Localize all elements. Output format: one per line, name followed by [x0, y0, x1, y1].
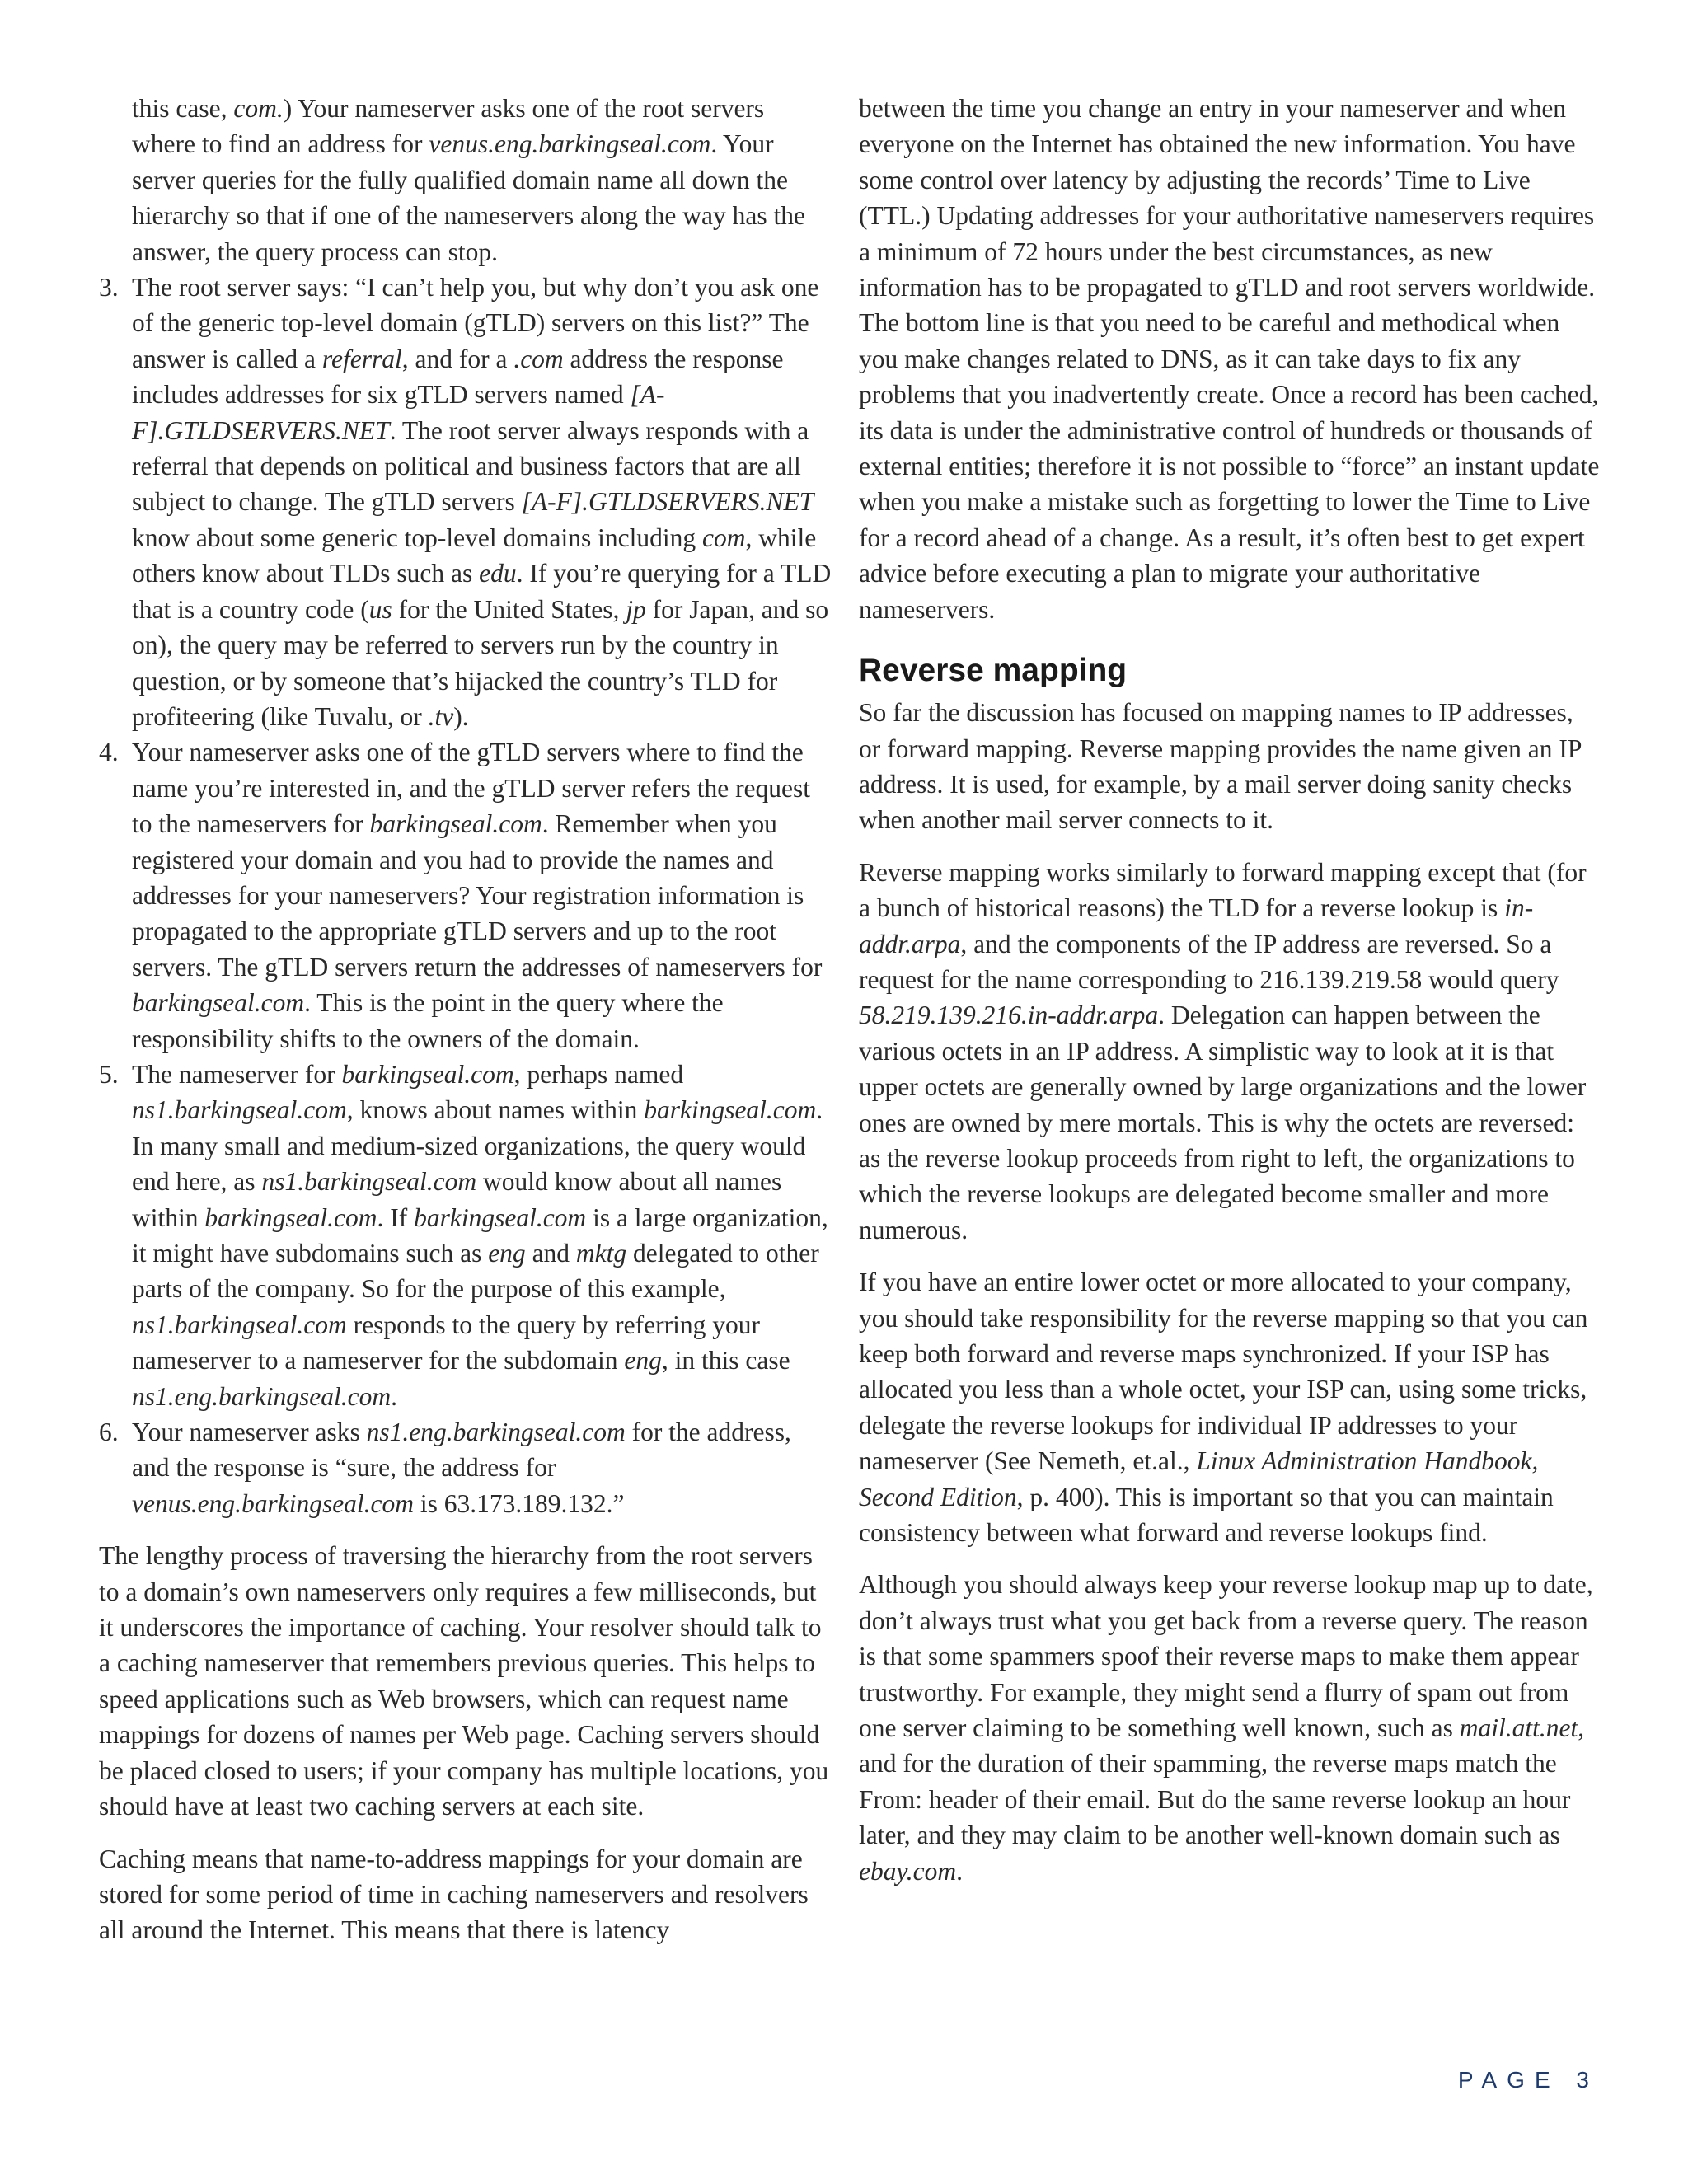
- numbered-list: [99, 269, 832, 1521]
- italic-run: .com: [513, 344, 564, 373]
- text-run: would know about all names within: [132, 1167, 782, 1232]
- text-run: , and for the duration of their spamming, the reverse maps match the From: header of their email. But do the same reverse lookup an hour later, and they may claim to be another well-known domain such as: [859, 1713, 1585, 1850]
- italic-run: ns1.barkingseal.com: [261, 1167, 477, 1197]
- text-run: ).: [453, 701, 469, 731]
- paragraph-latency: between the time you change an entry in your nameserver and when everyone on the Internet has obtained the new information. You have some control over latency by adjusting the records’ Time to Live (TTL.) Updating addresses for your authoritative nameservers requires a minimum of 72 hours under the best circumstances, as new information has to be propagated to gTLD and root servers worldwide. The bottom line is that you need to be careful and methodical when you make changes related to DNS, as it can take days to fix any problems that you inadvertently create. Once a record has been cached, its data is under the administrative control of hundreds or thousands of external entities; therefore it is not possible to “force” an instant update when you make a mistake such as forgetting to lower the Time to Live for a record ahead of a change. As a result, it’s often best to get expert advice before executing a plan to migrate your authoritative nameservers.: [859, 94, 1600, 624]
- text-run: . This is the point in the query where the responsibility shifts to the owners of the domain.: [132, 988, 724, 1053]
- italic-run: in-addr.arpa: [859, 893, 1534, 958]
- text-run: .: [956, 1856, 963, 1886]
- italic-run: barkingseal.com: [369, 809, 542, 839]
- text-run: . In many small and medium-sized organizations, the query would end here, as: [132, 1095, 823, 1197]
- italic-run: 58.219.139.216.in-addr.arpa: [859, 1001, 1159, 1030]
- text-run: delegated to other parts of the company. So for the purpose of this example,: [132, 1239, 819, 1304]
- text-run: , p. 400). This is important so that you can maintain consistency between what forward and reverse lookups find.: [859, 1482, 1554, 1548]
- list-number: 4.: [99, 738, 119, 767]
- list-number: 5.: [99, 1059, 119, 1089]
- text-run: address the response includes addresses for six gTLD servers named: [132, 344, 784, 410]
- italic-run: [A-F].GTLDSERVERS.NET: [521, 487, 814, 517]
- list-item-continuation: [99, 91, 832, 269]
- text-run: Your nameserver asks: [132, 1418, 367, 1447]
- list-item-6: [99, 1414, 832, 1521]
- italic-run: eng: [624, 1346, 662, 1376]
- text-run: for the address, and the response is “sure, the address for: [132, 1418, 791, 1483]
- text-run: know about some generic top-level domains including: [132, 523, 702, 552]
- paragraph-reverse-mapping-1: So far the discussion has focused on mapping names to IP addresses, or forward mapping. Reverse mapping provides the name given an IP address. It is used, for example, by a mail server doing sanity checks when another mail server connects to it.: [859, 698, 1582, 835]
- list-item-4: [99, 734, 832, 1057]
- italic-run: barkingseal.com: [644, 1095, 817, 1125]
- text-run: If you have an entire lower octet or more allocated to your company, you should take responsibility for the reverse mapping so that you can keep both forward and reverse maps synchronized. If your ISP has allocated you less than a whole octet, your ISP can, using some tricks, delegate the reverse lookups for individual IP addresses to your nameserver (See Nemeth, et.al.,: [859, 1268, 1588, 1476]
- text-run: , perhaps named: [513, 1059, 684, 1089]
- list-item-5: [99, 1057, 832, 1414]
- text-run: , while others know about TLDs such as: [132, 523, 817, 588]
- italic-run: barkingseal.com: [204, 1202, 377, 1232]
- italic-run: venus.eng.barkingseal.com: [132, 1488, 415, 1518]
- section-heading-reverse-mapping: Reverse mapping: [859, 653, 1128, 689]
- text-run: Your nameserver asks one of the gTLD servers where to find the name you’re interested in, and the gTLD server refers the request to the nameservers for: [132, 738, 811, 839]
- text-run: . The root server always responds with a referral that depends on political and business factors that are all subject to change. The gTLD servers: [132, 415, 809, 517]
- italic-run: ns1.eng.barkingseal.com: [132, 1381, 392, 1411]
- italic-run: barkingseal.com: [414, 1202, 587, 1232]
- text-run: . Remember when you registered your domain and you had to provide the names and addresses for your nameservers? Your registration information is propagated to the appropriate gTLD servers and up to the root servers. The gTLD servers return the addresses of nameservers for: [132, 809, 823, 982]
- text-run: The nameserver for: [132, 1059, 342, 1089]
- text-run: . If: [377, 1202, 415, 1232]
- text-run: The root server says: “I can’t help you, but why don’t you ask one of the generic top-level domain (gTLD) servers on this list?” The answer is called a: [132, 273, 819, 373]
- text-run: , and the components of the IP address are reversed. So a request for the name corresponding to 216.139.219.58 would query: [859, 929, 1559, 994]
- page-number: PAGE 3: [1457, 2067, 1599, 2093]
- list-item-3: [99, 269, 832, 734]
- italic-run: .tv: [428, 701, 454, 731]
- paragraph-reverse-mapping-2: [859, 855, 1601, 1248]
- italic-run: ns1.barkingseal.com: [132, 1095, 347, 1125]
- list-number: 3.: [99, 273, 119, 302]
- paragraph-caching-1: The lengthy process of traversing the hierarchy from the root servers to a domain’s own nameservers only requires a few milliseconds, but it underscores the importance of caching. Your resolver should talk to a caching nameserver that remembers previous queries. This helps to speed applications such as Web browsers, which can request name mappings for dozens of names per Web page. Caching servers should be placed closed to users; if your company has multiple locations, you should have at least two caching servers at each site.: [99, 1541, 829, 1821]
- italic-run: ns1.eng.barkingseal.com: [366, 1418, 626, 1447]
- list-number: 6.: [99, 1418, 119, 1447]
- left-column: [99, 91, 832, 1948]
- italic-run: mktg: [575, 1239, 627, 1268]
- italic-run: com: [701, 523, 746, 552]
- italic-run: Linux Administration Handbook, Second Edition: [859, 1446, 1539, 1511]
- text-run: is a large organization, it might have subdomains such as: [132, 1202, 828, 1268]
- italic-run: ebay.com: [859, 1856, 957, 1886]
- text-run: . Delegation can happen between the various octets in an IP address. A simplistic way to look at it is that upper octets are generally owned by large organizations and the lower ones are owned by mere mortals. This is why the octets are reversed: as the reverse lookup proceeds from right to left, the organizations to which the reverse lookups are delegated become smaller and more numerous.: [859, 1001, 1587, 1244]
- italic-run: eng: [488, 1239, 526, 1268]
- italic-run: com.: [233, 94, 284, 123]
- italic-run: us: [368, 594, 392, 624]
- text-run: Reverse mapping works similarly to forward mapping except that (for a bunch of historical reasons) the TLD for a reverse lookup is: [859, 857, 1587, 923]
- italic-run: barkingseal.com: [132, 988, 305, 1018]
- italic-run: jp: [626, 594, 646, 624]
- paragraph-caching-2: Caching means that name-to-address mappings for your domain are stored for some period of time in caching nameservers and resolvers all around the Internet. This means that there is latency: [99, 1844, 809, 1945]
- italic-run: venus.eng.barkingseal.com: [429, 129, 711, 159]
- italic-run: referral: [321, 344, 402, 373]
- paragraph-reverse-mapping-3: [859, 1264, 1601, 1550]
- italic-run: [A-F].GTLDSERVERS.NET: [132, 380, 665, 445]
- text-run: . If you’re querying for a TLD that is a country code (: [132, 559, 832, 624]
- text-run: and: [525, 1239, 576, 1268]
- text-run: this case,: [132, 94, 234, 123]
- text-run: , in this case: [661, 1346, 790, 1376]
- text-run: ) Your nameserver asks one of the root servers where to find an address for: [132, 94, 765, 159]
- right-column: [859, 91, 1601, 1889]
- italic-run: ns1.barkingseal.com: [132, 1310, 347, 1339]
- text-run: , and for a: [401, 344, 514, 373]
- paragraph-reverse-mapping-4: [859, 1567, 1601, 1889]
- italic-run: edu: [479, 559, 517, 588]
- text-run: responds to the query by referring your nameserver to a nameserver for the subdomain: [132, 1310, 760, 1376]
- text-run: . Your server queries for the fully qualified domain name all down the hierarchy so that if one of the nameservers along the way has the answer, the query process can stop.: [132, 129, 805, 266]
- text-run: for the United States,: [392, 594, 626, 624]
- text-run: , knows about names within: [346, 1095, 645, 1125]
- text-run: is 63.173.189.132.”: [414, 1488, 625, 1518]
- text-run: Although you should always keep your reverse lookup map up to date, don’t always trust what you get back from a reverse query. The reason is that some spammers spoof their reverse maps to make them appear trustworthy. For example, they might send a flurry of spam out from one server claiming to be something well known, such as: [859, 1570, 1593, 1743]
- text-run: for Japan, and so on), the query may be referred to servers run by the country in question, or by someone that’s hijacked the country’s TLD for profiteering (like Tuvalu, or: [132, 594, 829, 731]
- italic-run: barkingseal.com: [341, 1059, 514, 1089]
- italic-run: mail.att.net: [1459, 1713, 1578, 1743]
- text-run: .: [391, 1381, 397, 1411]
